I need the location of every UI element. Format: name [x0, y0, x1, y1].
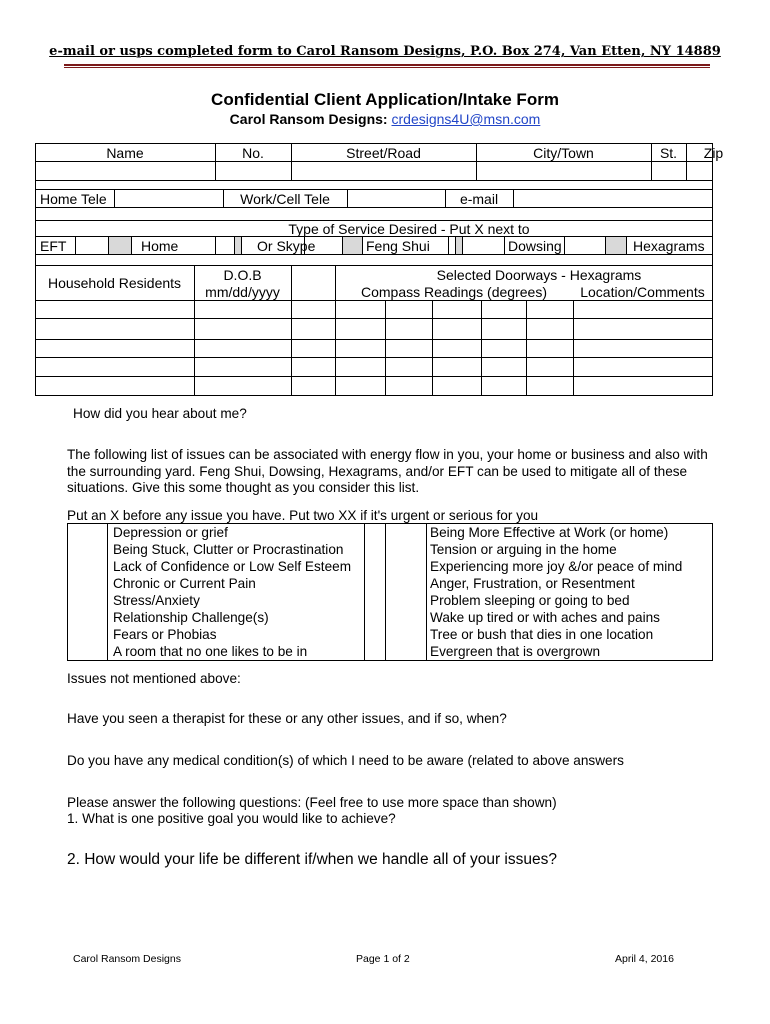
- not-mentioned-question: Issues not mentioned above:: [67, 671, 241, 686]
- header-rule: [64, 64, 710, 66]
- col-street: Street/Road: [346, 145, 421, 161]
- home-checkbox[interactable]: [234, 236, 242, 255]
- col-no: No.: [242, 145, 264, 161]
- form-subtitle: [0, 111, 770, 127]
- service-eft: EFT: [40, 238, 67, 254]
- feng-shui-checkbox[interactable]: [455, 236, 463, 255]
- header-rule-thin: [64, 67, 710, 68]
- issues-right-column: [430, 524, 682, 660]
- issue-item: Lack of Confidence or Low Self Esteem: [113, 559, 352, 574]
- issues-intro: The following list of issues can be associated with energy flow in you, your home or business and also with the surrounding yard. Feng Shui, Dowsing, Hexagrams, and/or EFT can be used to mitigate all of these situations. Give this some thought as you consider this list.: [67, 447, 708, 495]
- home-tele-label: Home Tele: [40, 191, 107, 207]
- issue-item: Stress/Anxiety: [113, 593, 200, 608]
- skype-checkbox[interactable]: [342, 236, 363, 255]
- dob-format: mm/dd/yyyy: [205, 284, 280, 300]
- issue-item: A room that no one likes to be in: [113, 644, 308, 659]
- issues-instruction: Put an X before any issue you have. Put two XX if it's urgent or serious for you: [67, 508, 539, 523]
- issue-item: Anger, Frustration, or Resentment: [430, 576, 635, 591]
- hear-question: How did you hear about me?: [73, 406, 247, 421]
- issue-item: Depression or grief: [113, 525, 228, 540]
- service-dowsing: Dowsing: [508, 238, 562, 254]
- issues-left-column: [113, 524, 351, 660]
- dob-header: D.O.B: [223, 267, 262, 283]
- service-hexagrams: Hexagrams: [633, 238, 705, 254]
- issue-item: Chronic or Current Pain: [113, 576, 256, 591]
- col-name: Name: [106, 145, 144, 161]
- life-question: 2. How would your life be different if/when we handle all of your issues?: [67, 851, 557, 868]
- email-link[interactable]: crdesigns4U@msn.com: [391, 111, 541, 127]
- medical-question: Do you have any medical condition(s) of which I need to be aware (related to above answers: [67, 753, 624, 768]
- service-heading: Type of Service Desired - Put X next to: [288, 221, 530, 237]
- issue-item: Being More Effective at Work (or home): [430, 525, 669, 540]
- col-city: City/Town: [533, 145, 594, 161]
- issue-item: Experiencing more joy &/or peace of mind: [430, 559, 683, 574]
- location-header: Location/Comments: [580, 284, 705, 300]
- issue-item: Relationship Challenge(s): [113, 610, 269, 625]
- doorways-header: Selected Doorways - Hexagrams: [436, 267, 642, 283]
- compass-header: Compass Readings (degrees): [361, 284, 547, 300]
- issue-item: Wake up tired or with aches and pains: [430, 610, 660, 625]
- col-zip: Zip: [703, 145, 724, 161]
- issue-item: Tension or arguing in the home: [430, 542, 617, 557]
- service-skype: Or Skype: [257, 238, 316, 254]
- work-tele-label: Work/Cell Tele: [240, 191, 330, 207]
- residents-header: Household Residents: [47, 275, 182, 291]
- issue-item: Being Stuck, Clutter or Procrastination: [113, 542, 344, 557]
- service-home: Home: [141, 238, 179, 254]
- footer-date: April 4, 2016: [615, 953, 674, 965]
- please-answer-text: Please answer the following questions: (Feel free to use more space than shown): [67, 795, 557, 810]
- dowsing-checkbox[interactable]: [605, 236, 627, 255]
- mailing-instructions: e-mail or usps completed form to Carol Ransom Designs, P.O. Box 274, Van Etten, NY 14889: [49, 44, 721, 59]
- issue-item: Problem sleeping or going to bed: [430, 593, 630, 608]
- footer-company: Carol Ransom Designs: [73, 953, 181, 965]
- footer-page: Page 1 of 2: [356, 953, 410, 965]
- company-label: Carol Ransom Designs:: [229, 111, 388, 127]
- issue-item: Fears or Phobias: [113, 627, 217, 642]
- issue-item: Tree or bush that dies in one location: [430, 627, 654, 642]
- email-label: e-mail: [459, 191, 499, 207]
- eft-checkbox[interactable]: [108, 236, 132, 255]
- goal-question: 1. What is one positive goal you would like to achieve?: [67, 811, 396, 826]
- service-feng-shui: Feng Shui: [366, 238, 430, 254]
- form-title: Confidential Client Application/Intake Form: [211, 90, 559, 109]
- col-state: St.: [659, 145, 678, 161]
- therapist-question: Have you seen a therapist for these or any other issues, and if so, when?: [67, 711, 507, 726]
- issue-item: Evergreen that is overgrown: [430, 644, 601, 659]
